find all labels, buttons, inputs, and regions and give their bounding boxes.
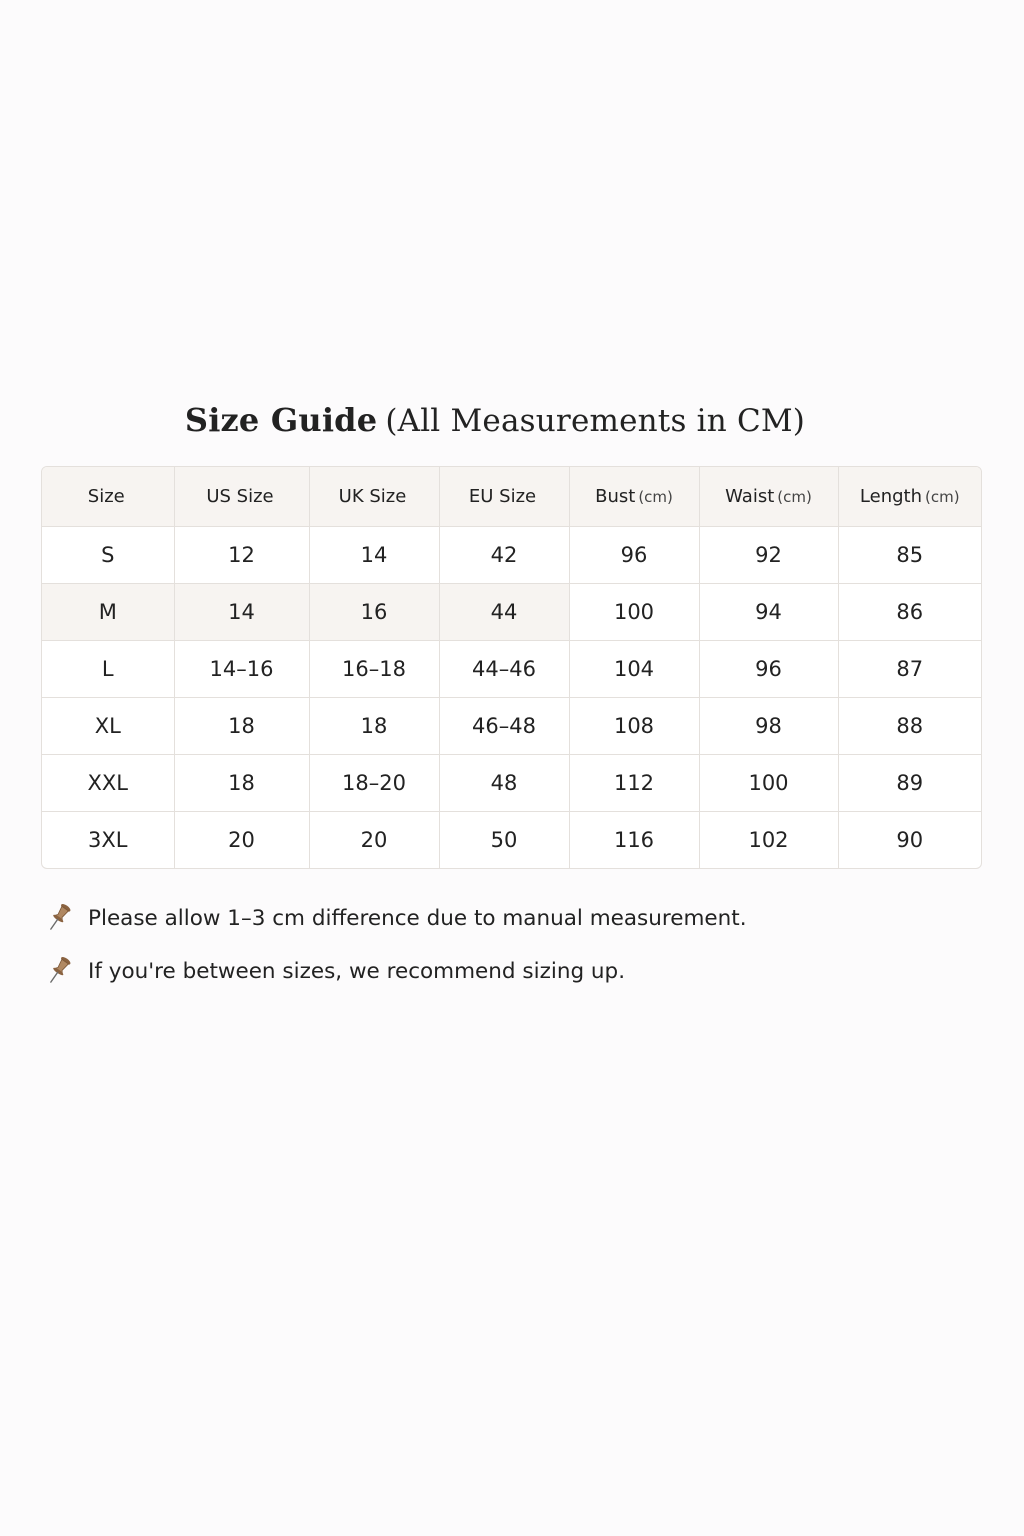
header-length: Length (cm) [838,467,981,527]
cell-bust: 96 [569,527,699,584]
cell-size: L [42,641,174,698]
cell-uk-size: 18–20 [309,755,439,812]
cell-eu-size: 44–46 [439,641,569,698]
pushpin-icon [46,902,74,934]
size-guide-table [41,466,982,869]
cell-uk-size: 16–18 [309,641,439,698]
cell-size: XL [42,698,174,755]
table-row [42,527,981,584]
table-row [42,755,981,812]
cell-length: 85 [838,527,981,584]
cell-size: 3XL [42,812,174,869]
cell-waist: 100 [699,755,838,812]
cell-uk-size: 14 [309,527,439,584]
cell-size: S [42,527,174,584]
cell-length: 87 [838,641,981,698]
cell-eu-size: 46–48 [439,698,569,755]
table-row [42,584,981,641]
cell-waist: 96 [699,641,838,698]
header-bust: Bust (cm) [569,467,699,527]
cell-uk-size: 16 [309,584,439,641]
header-eu-size: EU Size [439,467,569,527]
cell-bust: 108 [569,698,699,755]
table-header-row [42,467,981,527]
cell-us-size: 14–16 [174,641,309,698]
cell-size: M [42,584,174,641]
table-row [42,812,981,869]
table-row [42,698,981,755]
cell-length: 86 [838,584,981,641]
cell-eu-size: 42 [439,527,569,584]
note-text: Please allow 1–3 cm difference due to manual measurement. [88,905,747,931]
header-us-size: US Size [174,467,309,527]
header-uk-size: UK Size [309,467,439,527]
page-title [0,401,990,439]
cell-us-size: 20 [174,812,309,869]
cell-waist: 92 [699,527,838,584]
cell-eu-size: 50 [439,812,569,869]
cell-uk-size: 20 [309,812,439,869]
cell-bust: 112 [569,755,699,812]
cell-waist: 94 [699,584,838,641]
cell-size: XXL [42,755,174,812]
cell-eu-size: 48 [439,755,569,812]
cell-us-size: 18 [174,698,309,755]
notes-list [46,896,986,1002]
title-main: Size Guide [184,401,378,440]
header-size: Size [42,467,174,527]
cell-us-size: 18 [174,755,309,812]
cell-eu-size: 44 [439,584,569,641]
cell-waist: 102 [699,812,838,869]
cell-length: 90 [896,828,924,852]
cell-waist: 98 [699,698,838,755]
note-text: If you're between sizes, we recommend sizing up. [88,958,626,984]
cell-length: 89 [838,755,981,812]
note-item [46,896,986,940]
cell-uk-size: 18 [309,698,439,755]
table-row [42,641,981,698]
cell-us-size: 14 [174,584,309,641]
cell-us-size: 12 [174,527,309,584]
cell-bust: 100 [569,584,699,641]
cell-bust: 104 [569,641,699,698]
header-waist: Waist (cm) [699,467,838,527]
note-item [46,949,986,993]
title-subtitle: (All Measurements in CM) [385,403,806,440]
cell-length: 88 [838,698,981,755]
cell-bust: 116 [569,812,699,869]
pushpin-icon [46,955,74,987]
